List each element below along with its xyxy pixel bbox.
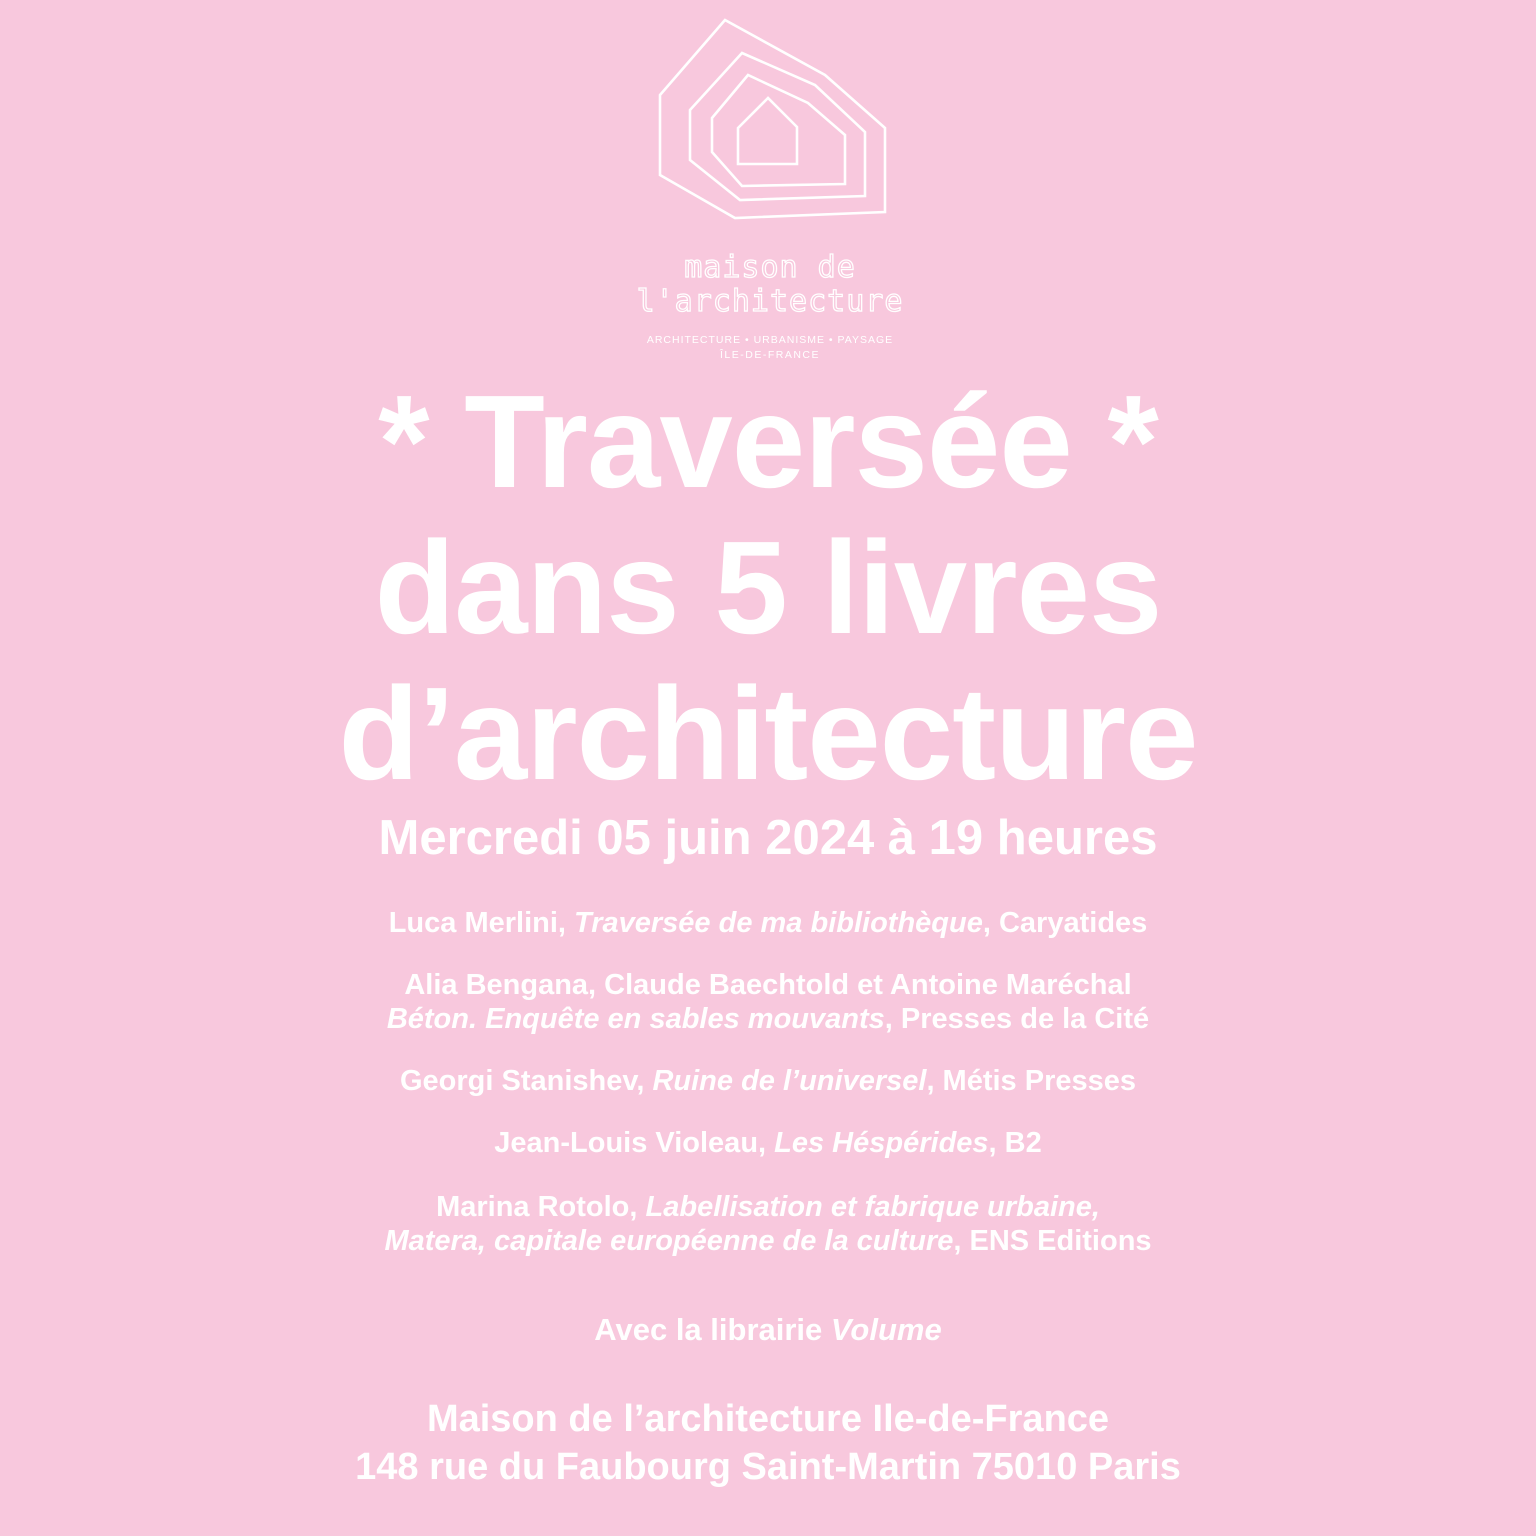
book-author: Georgi Stanishev,	[399, 1065, 653, 1097]
book-title-line-2: Matera, capitale européenne de la culture	[384, 1225, 954, 1257]
logo-wordmark-line1: maison de	[684, 250, 856, 285]
logo-tagline: ARCHITECTURE • URBANISME • PAYSAGE	[646, 334, 894, 346]
venue-address: 148 rue du Faubourg Saint-Martin 75010 Paris	[355, 1446, 1181, 1488]
book-author: Alia Bengana, Claude Baechtold et Antoine Maréchal	[404, 969, 1132, 1001]
partner-name: Volume	[830, 1312, 942, 1347]
book-author: Marina Rotolo,	[436, 1191, 646, 1223]
book-publisher: , Presses de la Cité	[884, 1003, 1150, 1035]
partner-bookshop	[0, 1312, 1536, 1348]
title-line-3: d’architecture	[338, 660, 1198, 807]
book-title: Ruine de l’universel	[652, 1065, 927, 1097]
logo-region: ÎLE-DE-FRANCE	[719, 349, 820, 361]
book-title: Traversée de ma bibliothèque	[574, 907, 983, 939]
partner-prefix: Avec la librairie	[594, 1312, 831, 1347]
book-publisher: , B2	[988, 1127, 1042, 1159]
event-date: Mercredi 05 juin 2024 à 19 heures	[378, 811, 1158, 865]
book-entry	[0, 1190, 1536, 1258]
book-author: Luca Merlini,	[388, 907, 575, 939]
book-entry	[0, 1064, 1536, 1098]
book-title-line-1: Labellisation et fabrique urbaine,	[645, 1191, 1100, 1223]
book-publisher: , Caryatides	[982, 907, 1148, 939]
title-line-2: dans 5 livres	[374, 514, 1162, 661]
book-publisher: , Métis Presses	[926, 1065, 1137, 1097]
book-title: Les Héspérides	[774, 1127, 989, 1159]
book-entry	[0, 1126, 1536, 1160]
house-contour-icon	[652, 12, 892, 222]
book-entry	[0, 968, 1536, 1036]
logo-wordmark-line2: l'architecture	[636, 284, 904, 319]
book-author: Jean-Louis Violeau,	[494, 1127, 775, 1159]
book-title: Béton. Enquête en sables mouvants	[386, 1003, 885, 1035]
title-line-1: * Traversée *	[378, 368, 1158, 515]
book-publisher: , ENS Editions	[953, 1225, 1152, 1257]
book-entry	[0, 906, 1536, 940]
venue-name: Maison de l’architecture Ile-de-France	[426, 1398, 1110, 1440]
